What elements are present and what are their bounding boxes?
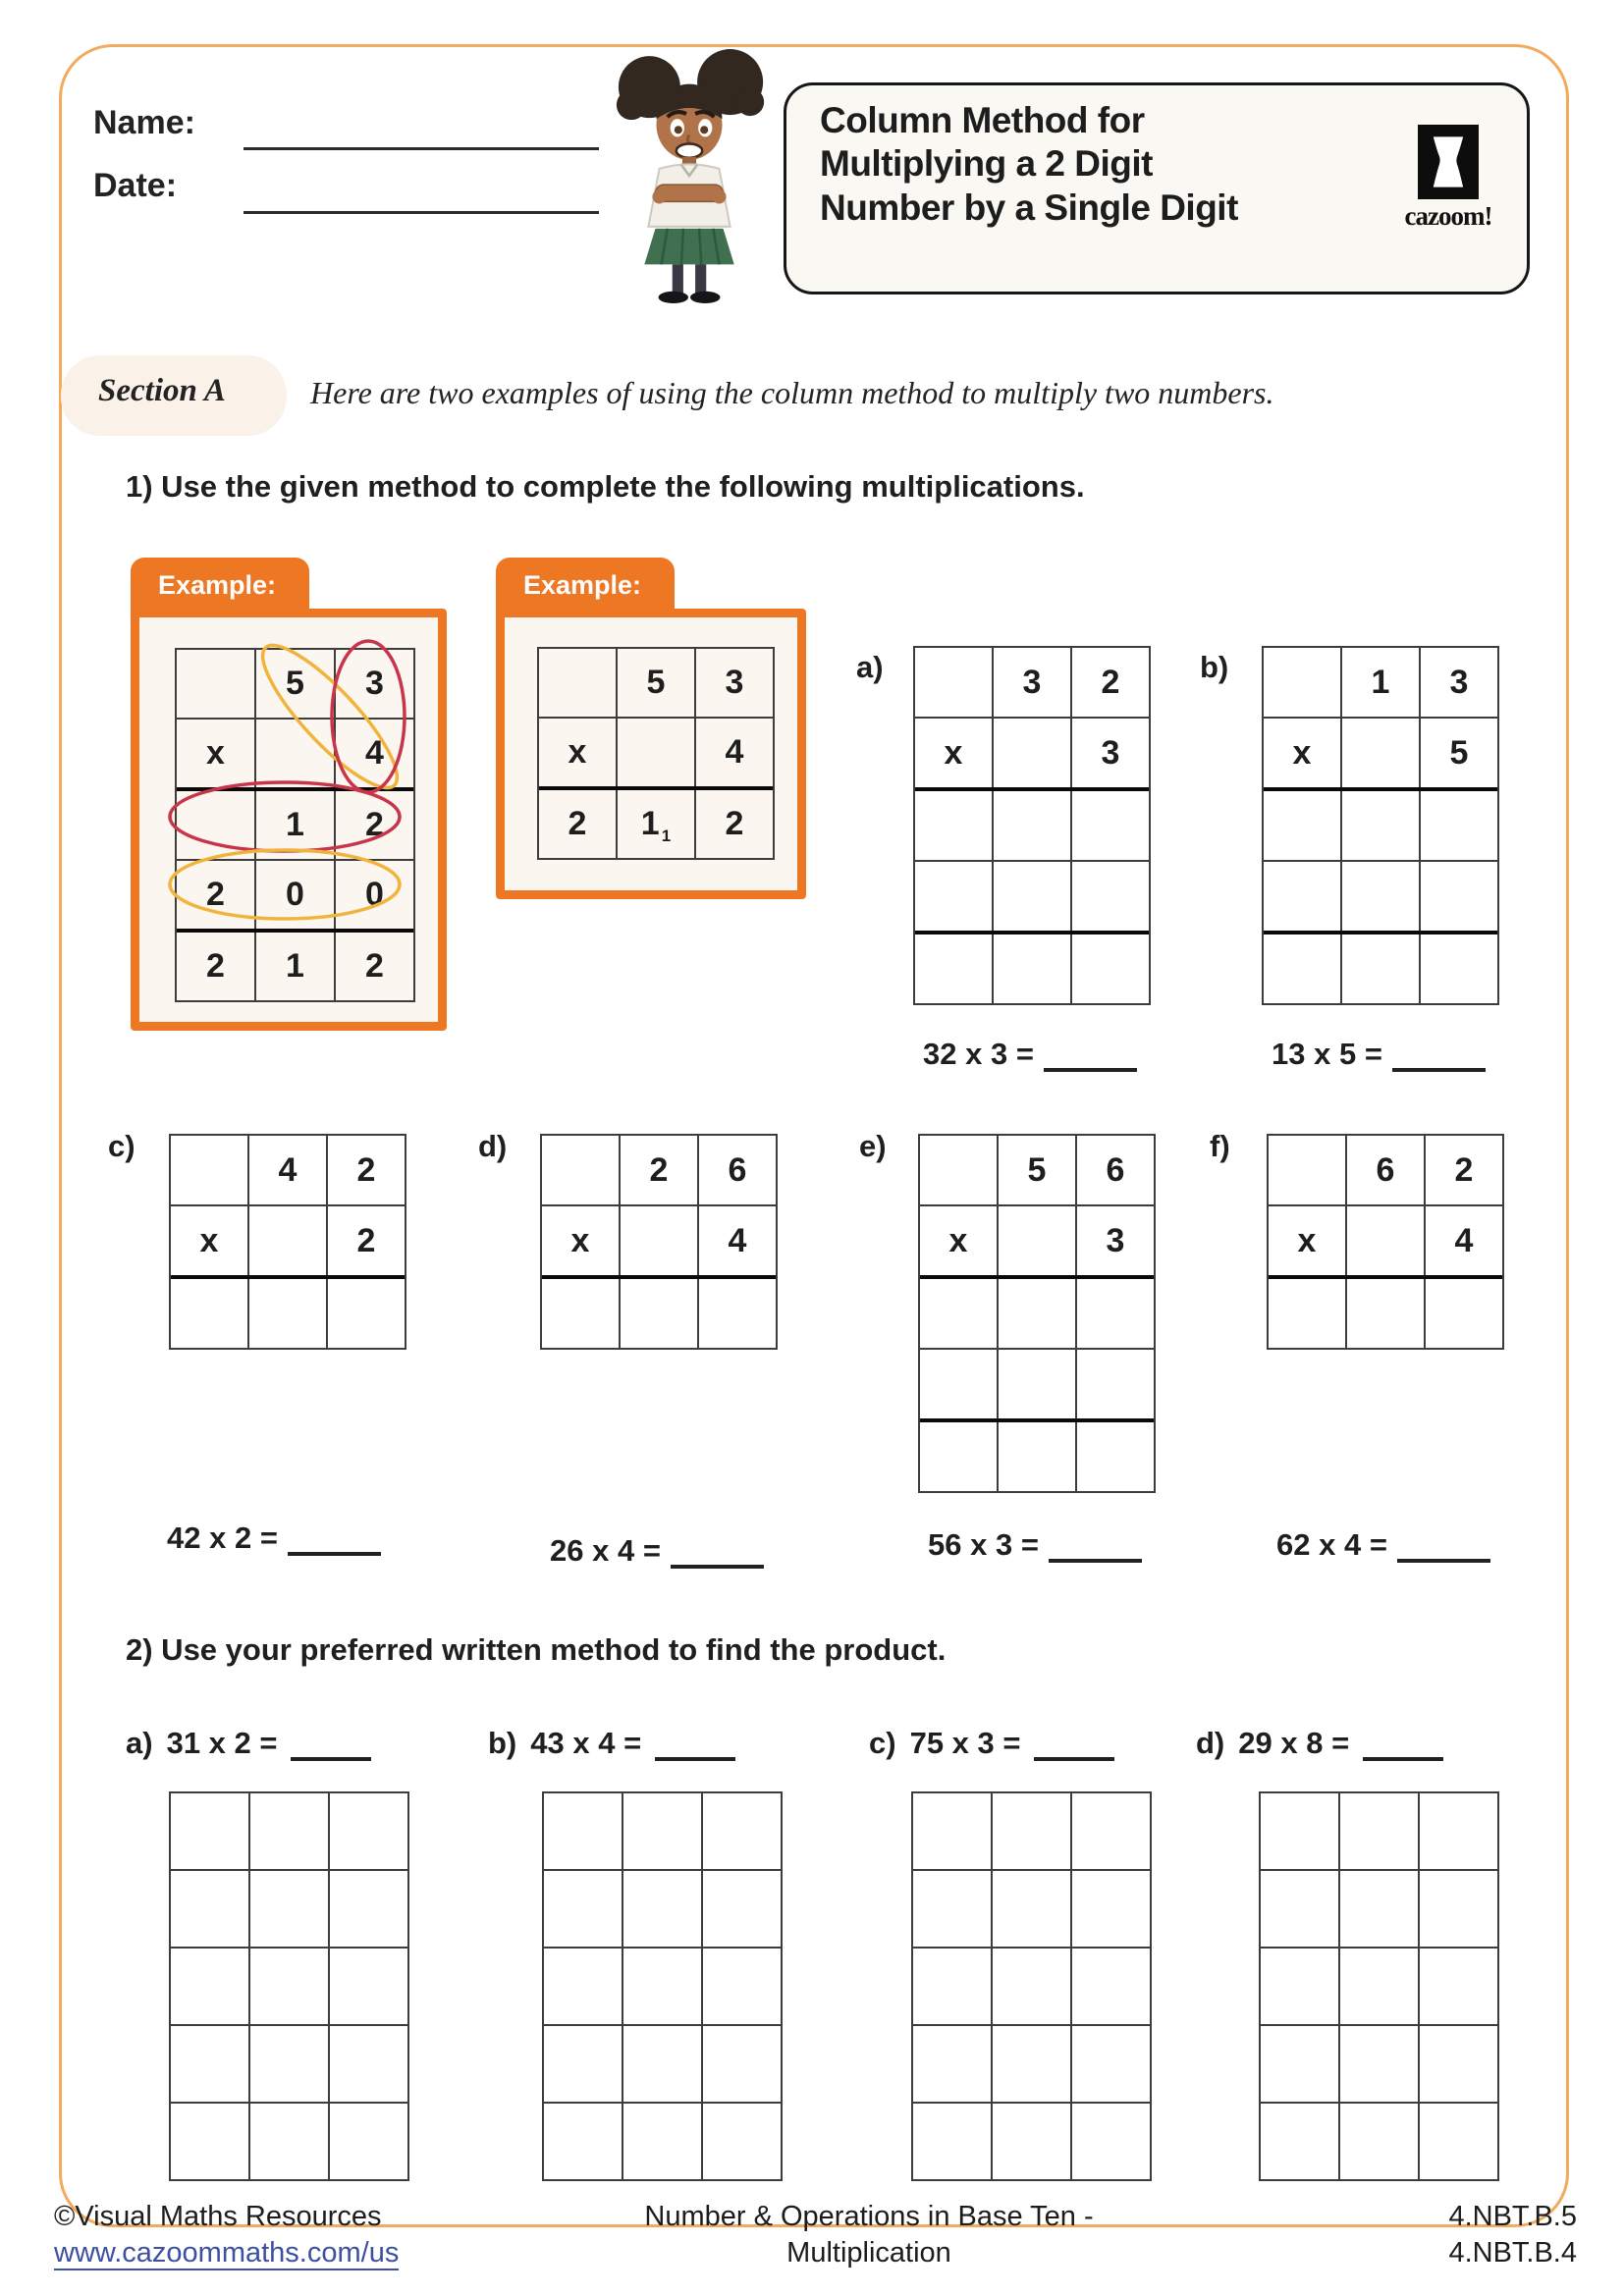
grid-row [171,1279,405,1348]
q2-c-equation-text: 75 x 3 = [909,1726,1021,1760]
grid-cell [999,1279,1077,1348]
student-girl-illustration [607,45,772,304]
grid-cell: 4 [249,1136,328,1204]
grid-cell [913,2104,993,2179]
grid-cell: 2 [725,805,744,842]
grid-cell: 3 [1449,663,1469,701]
grid-cell [330,1871,407,1947]
answer-blank [1044,1033,1137,1072]
grid-cell [913,1793,993,1869]
answer-blank [291,1724,371,1761]
grid-row [1264,934,1497,1003]
grid-cell [171,2026,250,2102]
grid-row [1261,1871,1497,1949]
problem-c-grid [169,1134,406,1350]
grid-row [913,2104,1150,2179]
grid-cell: x [539,719,618,786]
grid-cell: x [920,1206,999,1275]
example-2-tab: Example: [496,558,675,616]
problem-a-equation-text: 32 x 3 = [923,1037,1034,1071]
grid-row [913,1793,1150,1871]
grid-cell: 3 [994,648,1072,717]
problem-e-equation [918,1523,1152,1563]
grid-cell: 3 [1106,1221,1125,1259]
grid-cell [1077,1422,1154,1491]
grid-cell [250,2026,330,2102]
grid-cell [1072,1949,1150,2024]
grid-row [544,1871,781,1949]
footer-topic-line-1: Number & Operations in Base Ten - [644,2201,1094,2232]
grid-cell [330,2104,407,2179]
section-a-description: Here are two examples of using the column method to multiply two numbers. [310,375,1274,410]
grid-cell [621,1279,699,1348]
q2-a-label: a) [126,1726,153,1760]
grid-cell [1261,1793,1340,1869]
answer-blank [1392,1033,1486,1072]
grid-cell [1342,862,1421,931]
grid-cell: x [915,719,994,787]
drum-icon [1418,125,1479,199]
grid-cell [703,1793,781,1869]
grid-cell: 2 [356,1221,376,1259]
grid-row [542,1206,776,1279]
grid-row [915,934,1149,1003]
grid-cell [1426,1279,1502,1348]
grid-cell [1269,1279,1347,1348]
grid-cell [1264,648,1342,717]
grid-cell [328,1279,405,1348]
grid-cell [249,1279,328,1348]
footer-left [54,2199,399,2271]
grid-cell [993,1793,1072,1869]
cazoom-logo [1385,125,1511,232]
grid-cell: 2 [177,933,256,1000]
q2-a-equation-text: 31 x 2 = [166,1726,278,1760]
date-write-line [244,211,599,214]
footer-standards [1371,2199,1577,2271]
grid-cell: 6 [1347,1136,1426,1204]
grid-row [1269,1206,1502,1279]
grid-row [1269,1136,1502,1206]
grid-cell [915,862,994,931]
grid-row [1261,2026,1497,2104]
title-line-3: Number by a Single Digit [820,187,1238,228]
grid-cell [544,1871,623,1947]
grid-cell [999,1422,1077,1491]
grid-cell [330,1793,407,1869]
example-1-grid [175,648,415,1002]
grid-cell [920,1422,999,1491]
grid-cell [1347,1206,1426,1275]
q2-d-equation-text: 29 x 8 = [1238,1726,1350,1760]
grid-cell [256,720,336,787]
q2-problem-b [488,1724,735,1761]
grid-cell [1077,1279,1154,1348]
grid-cell [1264,934,1342,1003]
problem-c-label: c) [108,1129,135,1163]
section-a-label: Section A [98,373,226,408]
example-2-box [496,609,806,899]
grid-cell [171,1949,250,2024]
date-label: Date: [93,167,178,204]
footer-website-link[interactable]: www.cazoommaths.com/us [54,2237,400,2269]
problem-f-equation-text: 62 x 4 = [1276,1527,1387,1562]
title-box [784,82,1530,294]
grid-cell [1340,1949,1420,2024]
grid-cell [993,1871,1072,1947]
problem-c-equation-text: 42 x 2 = [167,1521,278,1555]
standard-code-1: 4.NBT.B.5 [1448,2201,1577,2232]
grid-cell [920,1279,999,1348]
grid-cell: 2 [539,790,618,858]
answer-blank [655,1724,735,1761]
grid-cell: 6 [728,1150,747,1189]
grid-cell [1261,2104,1340,2179]
grid-cell [913,2026,993,2102]
grid-cell [171,1279,249,1348]
grid-cell [994,862,1072,931]
problem-a-equation [913,1033,1147,1072]
grid-row [1264,648,1497,719]
footer-center [574,2199,1164,2271]
grid-cell [703,1871,781,1947]
grid-cell [250,1793,330,1869]
grid-cell: 1 [256,933,336,1000]
grid-cell [1340,1793,1420,1869]
problem-a-label: a) [856,650,884,684]
grid-row [177,720,413,791]
problem-e-label: e) [859,1129,887,1163]
grid-cell [1261,1949,1340,2024]
carry-digit: 1 [661,826,672,845]
grid-cell [1420,1793,1497,1869]
grid-cell: 5 [1449,733,1469,772]
problem-f-label: f) [1210,1129,1230,1163]
grid-row [915,791,1149,862]
grid-cell [1420,2104,1497,2179]
grid-row [1261,1949,1497,2026]
footer-copyright: ©Visual Maths Resources [54,2201,382,2232]
problem-f-grid [1267,1134,1504,1350]
grid-cell [623,2026,703,2102]
grid-cell: 4 [725,733,744,771]
grid-cell [177,650,256,718]
grid-cell [250,1871,330,1947]
grid-cell [171,1136,249,1204]
grid-cell [999,1206,1077,1275]
grid-cell: 0 [365,876,384,913]
problem-b-equation [1262,1033,1495,1072]
grid-cell: 4 [365,734,384,772]
grid-cell [544,2026,623,2102]
grid-cell: x [1264,719,1342,787]
grid-row [171,2026,407,2104]
standard-code-2: 4.NBT.B.4 [1448,2237,1577,2269]
grid-row [913,2026,1150,2104]
grid-row [171,2104,407,2179]
grid-row [920,1350,1154,1422]
grid-row [177,791,413,861]
grid-cell [913,1949,993,2024]
problem-a-grid [913,646,1151,1005]
grid-cell [621,1206,699,1275]
answer-blank [1363,1724,1443,1761]
grid-cell [1340,1871,1420,1947]
problem-b-label: b) [1200,650,1229,684]
q2-work-grid-d [1259,1791,1499,2181]
grid-cell: 2 [177,861,256,929]
worksheet-title [820,99,1370,230]
title-line-2: Multiplying a 2 Digit [820,143,1153,185]
grid-cell: 4 [728,1221,747,1259]
grid-row [171,1793,407,1871]
grid-cell: 1 [256,791,336,859]
grid-row [913,1949,1150,2026]
example-1-box [131,609,447,1031]
grid-cell: x [1269,1206,1347,1275]
question-2-heading: 2) Use your preferred written method to find the product. [126,1632,947,1667]
grid-cell [623,1949,703,2024]
grid-cell [703,2026,781,2102]
grid-cell: 2 [356,1150,376,1189]
answer-blank [1397,1523,1490,1563]
problem-f-equation [1267,1523,1500,1563]
name-label: Name: [93,104,195,141]
problem-b-grid [1262,646,1499,1005]
grid-row [1264,791,1497,862]
grid-row [177,650,413,720]
grid-cell: 5 [999,1136,1077,1204]
problem-e-grid [918,1134,1156,1493]
grid-cell [1342,719,1421,787]
problem-b-equation-text: 13 x 5 = [1272,1037,1382,1071]
example-1-tab: Example: [131,558,309,616]
grid-cell [993,1949,1072,2024]
grid-row [539,649,773,719]
grid-cell: 3 [725,664,744,701]
grid-cell [1421,934,1497,1003]
answer-blank [1049,1523,1142,1563]
grid-row [171,1136,405,1206]
grid-cell [1342,934,1421,1003]
grid-cell [250,1949,330,2024]
grid-cell [623,1793,703,1869]
grid-row [544,2026,781,2104]
question-1-heading: 1) Use the given method to complete the following multiplications. [126,469,1085,504]
grid-cell [915,791,994,860]
grid-cell [993,2026,1072,2102]
grid-row [913,1871,1150,1949]
grid-cell [1421,791,1497,860]
grid-cell [1420,1949,1497,2024]
grid-row [171,1871,407,1949]
answer-blank [1034,1724,1114,1761]
grid-cell [177,791,256,859]
grid-cell [171,1871,250,1947]
grid-cell [1347,1279,1426,1348]
grid-row [920,1422,1154,1491]
grid-row [171,1949,407,2026]
grid-cell [1072,1871,1150,1947]
grid-cell [330,1949,407,2024]
grid-cell [171,2104,250,2179]
grid-cell [920,1350,999,1418]
grid-row [920,1206,1154,1279]
grid-cell: 5 [256,650,336,718]
grid-cell [1072,862,1149,931]
problem-e-equation-text: 56 x 3 = [928,1527,1039,1562]
q2-work-grid-b [542,1791,783,2181]
grid-cell [915,648,994,717]
grid-cell [539,649,618,717]
grid-cell [250,2104,330,2179]
grid-cell [703,2104,781,2179]
grid-cell [1072,2026,1150,2102]
grid-row [1261,2104,1497,2179]
grid-cell [171,1793,250,1869]
grid-cell [544,2104,623,2179]
grid-cell [1264,862,1342,931]
grid-cell [920,1136,999,1204]
answer-blank [288,1517,381,1556]
grid-row [915,719,1149,791]
grid-row [1264,862,1497,934]
grid-cell [330,2026,407,2102]
problem-d-equation [540,1529,774,1569]
grid-cell: 2 [365,947,384,985]
grid-row [544,1949,781,2026]
example-2-grid [537,647,775,860]
grid-cell: 2 [1454,1150,1474,1189]
grid-cell [249,1206,328,1275]
grid-cell: 6 [1106,1150,1125,1189]
q2-problem-a [126,1724,371,1761]
grid-row [539,790,773,858]
problem-d-label: d) [478,1129,508,1163]
grid-cell [994,719,1072,787]
grid-cell: x [177,720,256,787]
grid-row [920,1136,1154,1206]
grid-row [177,933,413,1000]
grid-cell [544,1793,623,1869]
grid-cell [1269,1136,1347,1204]
grid-cell [915,934,994,1003]
grid-row [1269,1279,1502,1348]
grid-cell: 2 [621,1136,699,1204]
grid-cell [623,1871,703,1947]
grid-row [1261,1793,1497,1871]
grid-cell: 4 [1454,1221,1474,1259]
grid-cell [1261,2026,1340,2102]
grid-cell [1261,1871,1340,1947]
grid-row [171,1206,405,1279]
logo-wordmark: cazoom! [1404,201,1492,231]
q2-problem-d [1196,1724,1443,1761]
name-write-line [244,147,599,150]
grid-row [542,1279,776,1348]
grid-cell: 1 [1342,648,1421,717]
grid-cell [1072,934,1149,1003]
grid-row [544,2104,781,2179]
grid-cell [623,2104,703,2179]
grid-cell [1342,791,1421,860]
grid-row [915,862,1149,934]
q2-problem-c [869,1724,1114,1761]
grid-cell [993,2104,1072,2179]
grid-cell [542,1279,621,1348]
grid-row [544,1793,781,1871]
grid-cell: 3 [365,665,384,702]
grid-cell [1420,1871,1497,1947]
grid-cell [699,1279,776,1348]
q2-work-grid-c [911,1791,1152,2181]
footer-topic-line-2: Multiplication [786,2237,951,2269]
grid-cell: 2 [1101,663,1120,701]
grid-cell [1264,791,1342,860]
grid-cell: 5 [618,649,696,717]
grid-cell [994,934,1072,1003]
grid-cell: x [171,1206,249,1275]
grid-cell: 0 [256,861,336,929]
answer-blank [671,1529,764,1569]
grid-cell [703,1949,781,2024]
grid-cell [913,1871,993,1947]
grid-cell [542,1136,621,1204]
grid-row [1264,719,1497,791]
grid-cell [1072,2104,1150,2179]
grid-row [177,861,413,933]
grid-cell: 3 [1101,733,1120,772]
grid-cell [544,1949,623,2024]
grid-row [920,1279,1154,1350]
problem-d-grid [540,1134,778,1350]
grid-cell [1420,2026,1497,2102]
grid-row [915,648,1149,719]
problem-c-equation [157,1517,391,1556]
q2-b-label: b) [488,1726,517,1760]
grid-cell [618,719,696,786]
grid-row [542,1136,776,1206]
grid-cell [994,791,1072,860]
grid-cell: x [542,1206,621,1275]
title-line-1: Column Method for [820,100,1145,140]
grid-cell: 1 1 [618,790,696,858]
grid-cell [1072,1793,1150,1869]
grid-cell [999,1350,1077,1418]
problem-d-equation-text: 26 x 4 = [550,1533,661,1568]
q2-b-equation-text: 43 x 4 = [530,1726,642,1760]
grid-cell [1072,791,1149,860]
q2-d-label: d) [1196,1726,1225,1760]
q2-c-label: c) [869,1726,896,1760]
grid-cell [1340,2104,1420,2179]
grid-cell [1340,2026,1420,2102]
grid-cell [1421,862,1497,931]
q2-work-grid-a [169,1791,409,2181]
grid-cell [1077,1350,1154,1418]
grid-row [539,719,773,790]
grid-cell: 2 [365,806,384,843]
